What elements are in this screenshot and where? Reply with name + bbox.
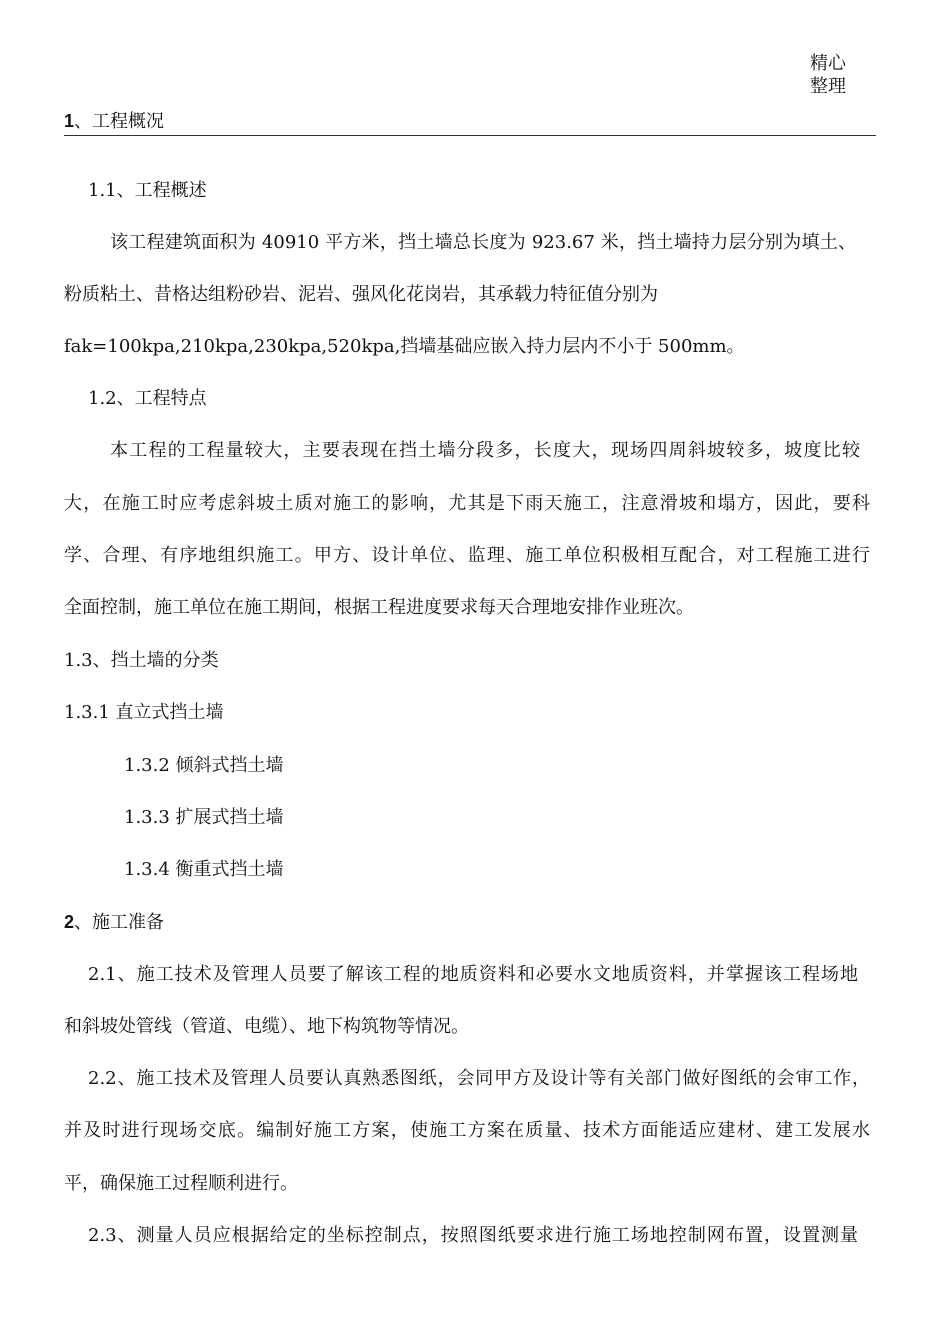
- heading-1: 1、工程概况: [64, 111, 165, 132]
- para-2-1-line-1: 2.1、施工技术及管理人员要了解该工程的地质资料和必要水文地质资料，并掌握该工程场地: [88, 964, 858, 985]
- para-1-line-3: fak=100kpa,210kpa,230kpa,520kpa,挡墙基础应嵌入持力层内不小于 500mm。: [64, 336, 745, 357]
- para-1-line-2: 粉质粘土、昔格达组粉砂岩、泥岩、强风化花岗岩，其承载力特征值分别为: [64, 284, 658, 305]
- heading-2: 2、施工准备: [64, 912, 165, 933]
- header-note-line-1: 精心: [810, 53, 846, 74]
- section-1-3-2: 1.3.2 倾斜式挡土墙: [124, 755, 284, 776]
- para-2-2-line-3: 平，确保施工过程顺利进行。: [64, 1173, 298, 1194]
- para-2-line-4: 全面控制，施工单位在施工期间，根据工程进度要求每天合理地安排作业班次。: [64, 597, 694, 618]
- para-1-line-1: 该工程建筑面积为 40910 平方米，挡土墙总长度为 923.67 米，挡土墙持力层分别为填土、: [110, 232, 856, 253]
- header-note: [810, 52, 870, 98]
- section-1-1-title: 1.1、工程概述: [88, 180, 207, 201]
- para-2-line-3: 学、合理、有序地组织施工。甲方、设计单位、监理、施工单位积极相互配合，对工程施工进行: [64, 545, 870, 566]
- section-1-3-1: 1.3.1 直立式挡土墙: [64, 702, 224, 723]
- para-2-line-2: 大，在施工时应考虑斜坡土质对施工的影响，尤其是下雨天施工，注意滑坡和塌方，因此，要科: [64, 493, 870, 514]
- para-2-2-line-2: 并及时进行现场交底。编制好施工方案，使施工方案在质量、技术方面能适应建材、建工发展水: [64, 1120, 870, 1141]
- heading-rule: [64, 135, 876, 136]
- section-1-2-title: 1.2、工程特点: [88, 388, 207, 409]
- para-2-1-line-2: 和斜坡处管线（管道、电缆）、地下构筑物等情况。: [64, 1016, 469, 1037]
- section-1-3-title: 1.3、挡土墙的分类: [64, 650, 219, 671]
- para-2-line-1: 本工程的工程量较大，主要表现在挡土墙分段多，长度大，现场四周斜坡较多，坡度比较: [110, 440, 860, 461]
- para-2-3-line-1: 2.3、测量人员应根据给定的坐标控制点，按照图纸要求进行施工场地控制网布置，设置测量: [88, 1225, 858, 1246]
- para-2-2-line-1: 2.2、施工技术及管理人员要认真熟悉图纸，会同甲方及设计等有关部门做好图纸的会审工作，: [88, 1068, 870, 1089]
- header-note-line-2: 整理: [810, 76, 846, 97]
- section-1-3-4: 1.3.4 衡重式挡土墙: [124, 859, 284, 880]
- section-1-3-3: 1.3.3 扩展式挡土墙: [124, 807, 284, 828]
